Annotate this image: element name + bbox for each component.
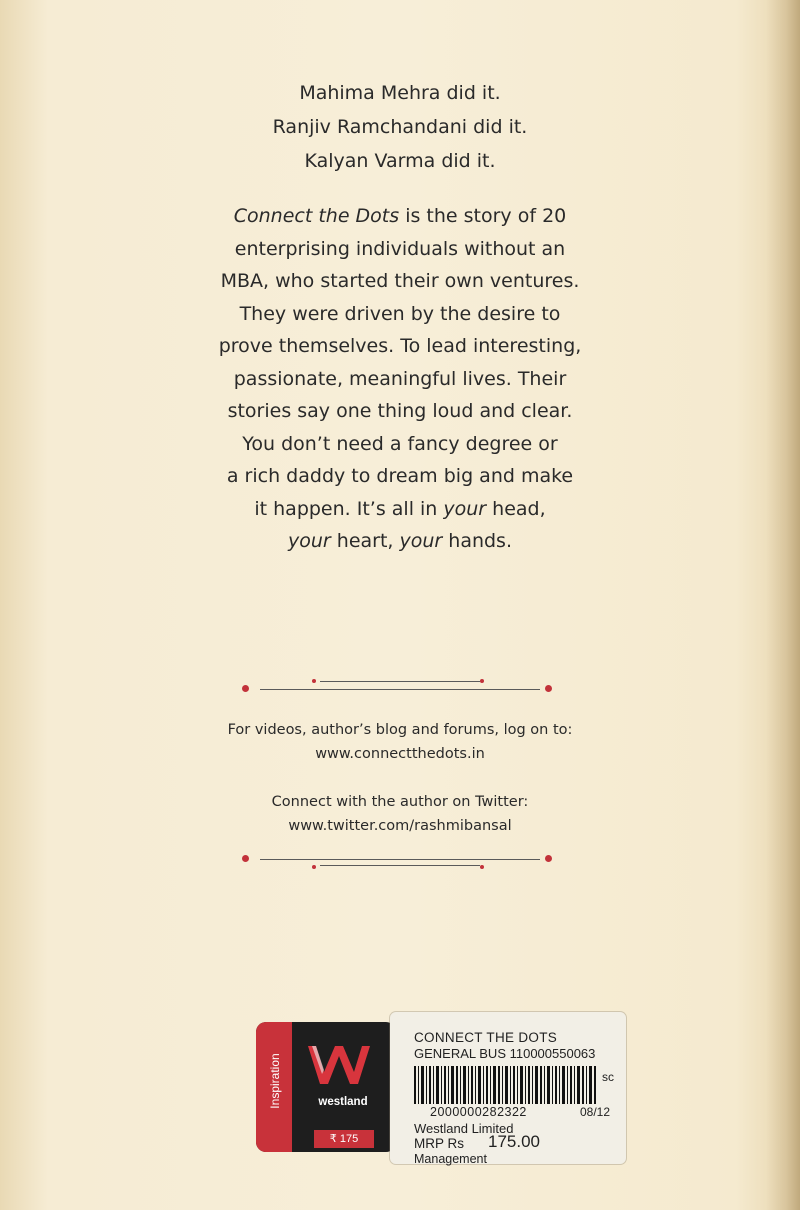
twitter-text: Connect with the author on Twitter:: [271, 794, 529, 810]
mrp-label: MRP Rs: [414, 1136, 465, 1151]
ornamental-divider-top: [240, 678, 560, 702]
blurb-line: They were driven by the desire to: [239, 302, 561, 325]
twitter-info: [0, 790, 800, 838]
blurb-line: passionate, meaningful lives. Their: [233, 367, 567, 390]
cover-edge-shadow: [766, 0, 800, 1210]
barcode-number: 2000000282322: [430, 1105, 527, 1119]
westland-logo-icon: [306, 1042, 372, 1088]
blurb-line: Connect the Dots is the story of 20: [233, 205, 567, 227]
blurb-line: MBA, who started their own ventures.: [220, 270, 580, 292]
blurb-line: stories say one thing loud and clear.: [227, 400, 573, 422]
blurb-line: You don’t need a fancy degree or: [242, 432, 558, 455]
price-sticker: [390, 1012, 626, 1164]
barcode-icon: [414, 1066, 596, 1104]
category-label: Inspiration: [268, 1053, 282, 1109]
intro-line: Mahima Mehra did it.: [299, 82, 501, 104]
intro-block: [0, 76, 800, 178]
blurb-line: prove themselves. To lead interesting,: [218, 335, 582, 357]
sticker-code-line: GENERAL BUS 110000550063: [414, 1046, 596, 1061]
category-strip: [256, 1022, 292, 1152]
blurb-line: it happen. It’s all in your head,: [254, 497, 546, 520]
sticker-date: 08/12: [580, 1105, 611, 1119]
videos-text: For videos, author’s blog and forums, log on to:: [227, 722, 573, 738]
blurb-line: your heart, your hands.: [288, 530, 512, 552]
blurb-line: a rich daddy to dream big and make: [226, 465, 574, 487]
website-link: www.connectthedots.in: [315, 746, 485, 762]
sticker-title: CONNECT THE DOTS: [414, 1030, 558, 1045]
publisher-brand: westland: [318, 1096, 368, 1108]
publisher-badge: [256, 1022, 396, 1152]
website-info: [0, 718, 800, 766]
ornamental-divider-bottom: [240, 848, 560, 872]
twitter-link: www.twitter.com/rashmibansal: [288, 818, 512, 834]
blurb-paragraph: [180, 200, 620, 558]
blurb-line: enterprising individuals without an: [234, 237, 566, 260]
sticker-code-suffix: sc: [602, 1070, 614, 1084]
mrp-value: 175.00: [488, 1132, 540, 1151]
intro-line: Ranjiv Ramchandani did it.: [272, 116, 528, 138]
badge-price: ₹ 175: [314, 1130, 374, 1148]
book-title-italic: Connect the Dots: [233, 205, 400, 227]
intro-line: Kalyan Varma did it.: [304, 150, 496, 172]
sticker-publisher: Westland Limited: [414, 1121, 514, 1136]
sticker-category: Management: [414, 1152, 487, 1166]
